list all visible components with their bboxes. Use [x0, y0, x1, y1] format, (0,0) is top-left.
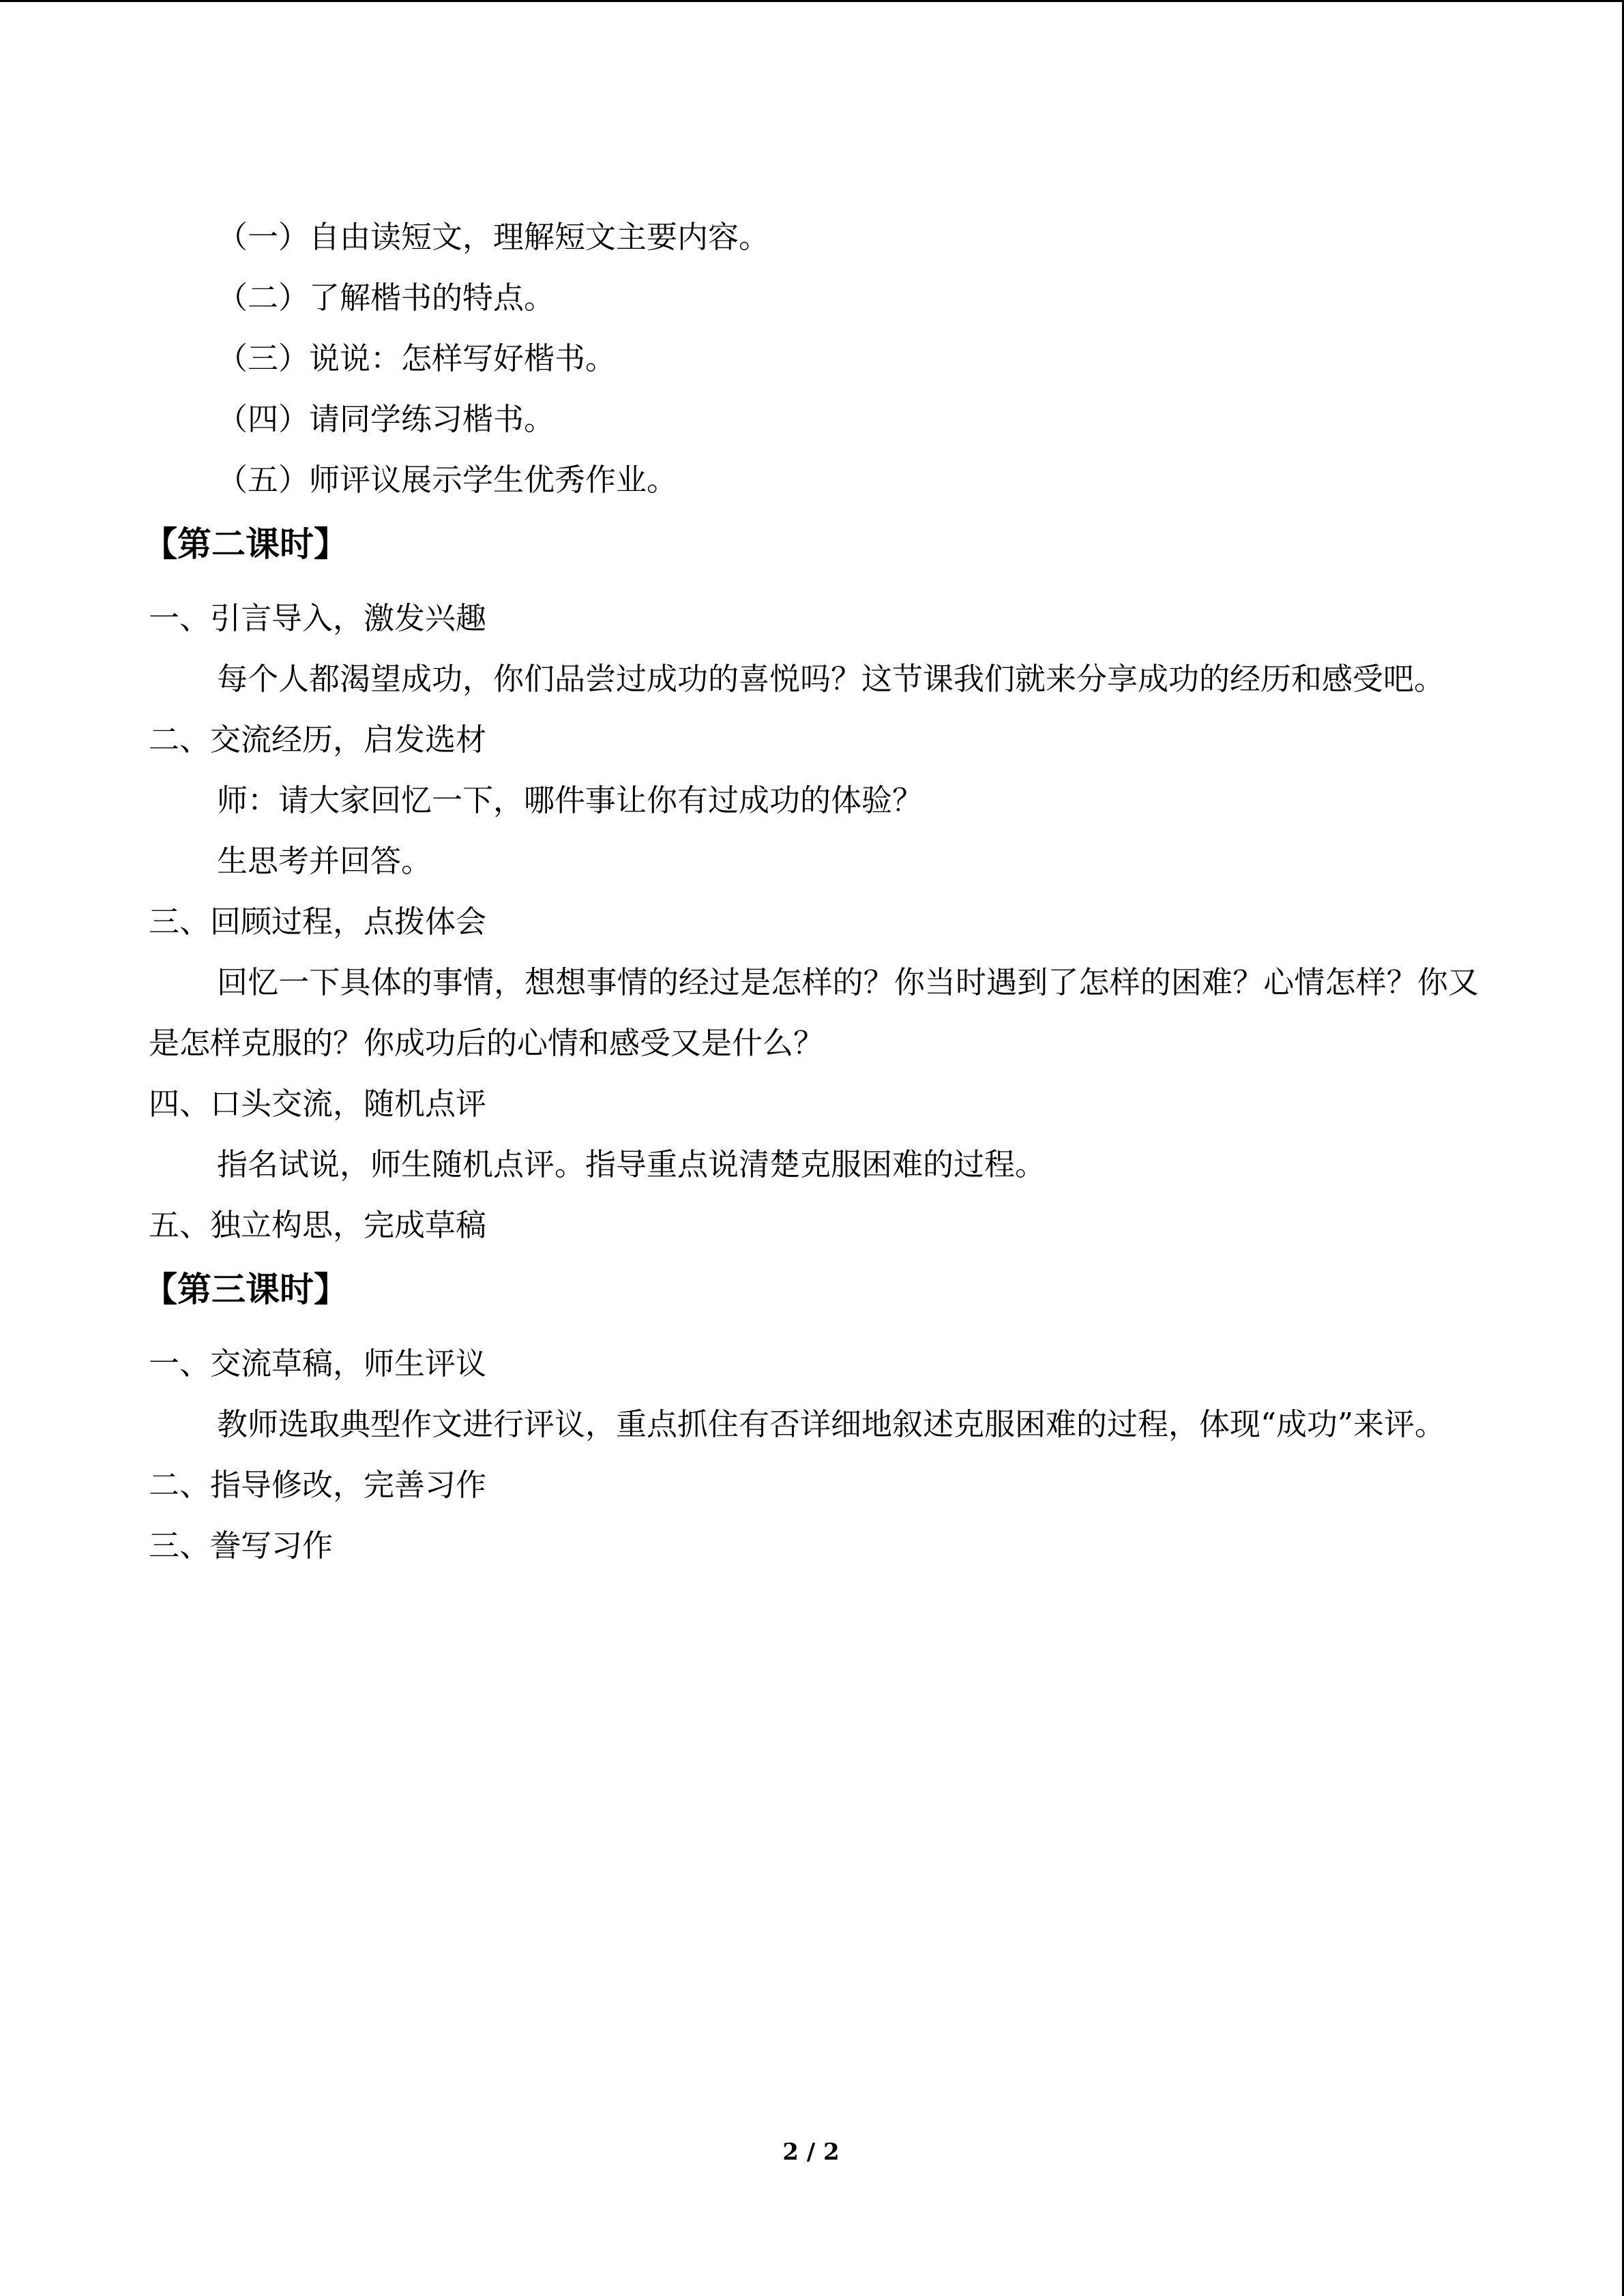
lesson3-step2-heading: 二、指导修改，完善习作	[149, 1467, 487, 1503]
lesson3-step1-text: 教师选取典型作文进行评议，重点抓住有否详细地叙述克服困难的过程，体现“成功”来评。	[217, 1406, 1446, 1442]
lesson2-step4-text: 指名试说，师生随机点评。指导重点说清楚克服困难的过程。	[217, 1146, 1046, 1182]
list-item: （一）自由读短文，理解短文主要内容。	[217, 219, 770, 255]
lesson2-step1-heading: 一、引言导入，激发兴趣	[149, 600, 487, 636]
lesson3-step3-heading: 三、誊写习作	[149, 1527, 334, 1564]
lesson2-step2-text2: 生思考并回答。	[217, 843, 432, 879]
lesson3-step1-heading: 一、交流草稿，师生评议	[149, 1345, 487, 1382]
lesson2-step2-text1: 师：请大家回忆一下，哪件事让你有过成功的体验？	[217, 782, 924, 818]
list-item: （五）师评议展示学生优秀作业。	[217, 462, 678, 498]
document-body	[143, 207, 1479, 1576]
lesson2-step3-text: 回忆一下具体的事情，想想事情的经过是怎样的？你当时遇到了怎样的困难？心情怎样？你又是怎样克服的？你成功后的心情和感受又是什么？	[149, 964, 1479, 1061]
lesson2-step2-heading: 二、交流经历，启发选材	[149, 721, 487, 758]
list-item: （三）说说：怎样写好楷书。	[217, 340, 617, 376]
page-number: 2 / 2	[782, 2138, 840, 2166]
lesson2-title: 【第二课时】	[143, 524, 348, 564]
lesson2-step3-heading: 三、回顾过程，点拨体会	[149, 904, 487, 940]
list-item: （四）请同学练习楷书。	[217, 401, 555, 437]
lesson2-step4-heading: 四、口头交流，随机点评	[149, 1086, 487, 1122]
lesson2-step5-heading: 五、独立构思，完成草稿	[149, 1207, 487, 1243]
lesson2-step1-text: 每个人都渴望成功，你们品尝过成功的喜悦吗？这节课我们就来分享成功的经历和感受吧。	[217, 661, 1445, 697]
lesson3-title: 【第三课时】	[143, 1270, 348, 1309]
list-item: （二）了解楷书的特点。	[217, 280, 555, 316]
